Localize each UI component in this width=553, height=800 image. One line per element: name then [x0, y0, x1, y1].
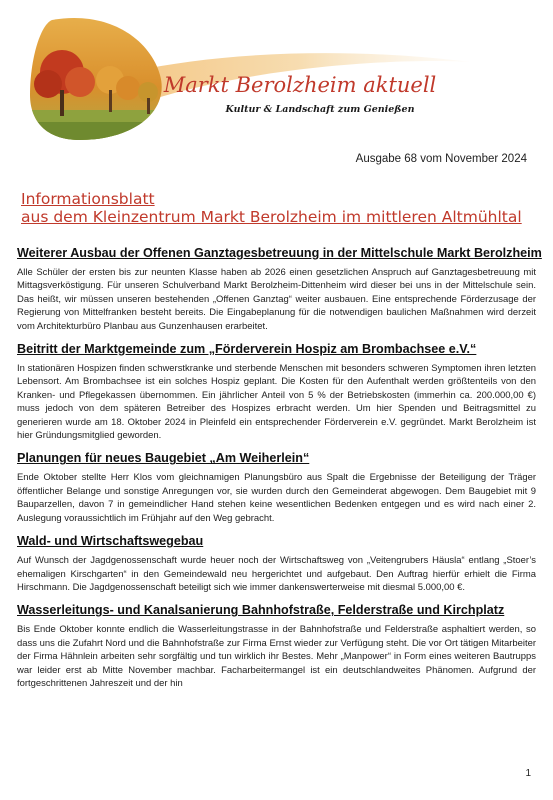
article-hospiz	[17, 342, 536, 442]
article-wegebau	[17, 534, 536, 594]
article-heading: Weiterer Ausbau der Offenen Ganztagesbetreuung in der Mittelschule Markt Berolzheim	[17, 246, 542, 260]
info-title	[21, 190, 536, 226]
issue-label: Ausgabe 68 vom November 2024	[355, 153, 527, 165]
article-heading: Wald- und Wirtschaftswegebau	[17, 534, 204, 549]
article-text: Auf Wunsch der Jagdgenossenschaft wurde heuer noch der Wirtschaftsweg von „Veitengrubers Häusla“ entlang „Stoer’s ehemaligen Kirschgarten“ in den Gemeindewald neu hergerichtet und aufgebaut. Den Auftrag hierfür erhielt die Firma Hirschmann. Die Jagdgenossenschaft beteiligt sich wie immer dankenswerterweise mit diesmal 5.000,00 €.	[17, 555, 536, 593]
article-baugebiet	[17, 451, 536, 525]
masthead	[0, 0, 553, 150]
landscape-image	[20, 10, 180, 150]
article-text: In stationären Hospizen finden schwerstkranke und sterbende Menschen mit besonders schweren Symptomen ihren letzten Lebensort. Am Brombachsee ist ein solches Hospiz geplant. Die Kosten für den Aufenthalt werden größtenteils von den Kranken- und Pflegekassen übernommen. Ein jährlicher Anteil von 5 % der Betriebskosten (immerhin ca. 200.000,00 €) muss jedoch von dem späteren Betreiber des Hospizes erbracht werden. Um hier Spenden und Beitragsmittel zu generieren wurde am 18. Oktober 2024 in Pleinfeld ein entsprechender Förderverein e.V. gegründet. Markt Berolzheim ist hier Gründungsmitglied geworden.	[17, 363, 536, 442]
masthead-subtitle: Kultur & Landschaft zum Genießen	[225, 104, 415, 115]
article-list	[17, 246, 542, 699]
article-ganztag	[17, 246, 542, 333]
masthead-graphic	[0, 0, 553, 150]
info-title-line1: Informationsblatt	[21, 190, 155, 208]
article-text: Bis Ende Oktober konnte endlich die Wasserleitungstrasse in der Bahnhofstraße und Felderstraße asphaltiert werden, so dass uns die Zufahrt Nord und die Bahnhofstraße zur Firma Ernst wieder zur Verfügung steht. Die vor Ort tätigen Mitarbeiter der Firma Hähnlein arbeiten sehr sorgfältig und tun wirklich ihr Bestes. Mehr „Manpower“ in Form eines weiteren Bautrupps war leider erst ab Mitte November machbar. Facharbeitermangel ist ein deutschlandweites Phänomen. Aufgrund der fortgeschrittenen Jahreszeit und der hin	[17, 624, 536, 689]
article-text: Ende Oktober stellte Herr Klos vom gleichnamigen Planungsbüro aus Spalt die Ergebnisse der Beteiligung der Träger öffentlicher Belange und sonstige Anregungen vor, sie wurden durch den Gemeinderat abgewogen. Dem Baugebiet mit 9 Bauparzellen, davon 7 in gemeindlicher Hand stehen keine wesentlichen Bedenken entgegen und es wird nach einer 2. Auslegung voraussichtlich im Frühjahr auf den Weg gebracht.	[17, 472, 536, 524]
article-wasserleitung	[17, 603, 536, 690]
article-heading: Beitritt der Marktgemeinde zum „Förderverein Hospiz am Brombachsee e.V.“	[17, 342, 477, 357]
page-number: 1	[525, 768, 531, 779]
masthead-title: Markt Berolzheim aktuell	[163, 73, 437, 97]
article-heading: Wasserleitungs- und Kanalsanierung Bahnhofstraße, Felderstraße und Kirchplatz	[17, 603, 505, 618]
article-text: Alle Schüler der ersten bis zur neunten Klasse haben ab 2026 einen gesetzlichen Anspruch auf Ganztagesbetreuung mit Mittagsverköstigung. Für unseren Schulverband Markt Berolzheim-Dittenheim wird dieser bei uns in der Mittelschule sein. Das heißt, wir müssen unseren bestehenden „Offenen Ganztag“ weiter ausbauen. Eine entsprechende Förderzusage der Regierung von Mittelfranken besteht bereits. Die Eingabeplanung für die notwendigen baulichen Maßnahmen wird derzeit vom Architekturbüro Planbau aus Gunzenhausen erarbeitet.	[17, 267, 536, 332]
info-title-line2: aus dem Kleinzentrum Markt Berolzheim im mittleren Altmühltal	[21, 208, 522, 226]
article-heading: Planungen für neues Baugebiet „Am Weiherlein“	[17, 451, 310, 466]
